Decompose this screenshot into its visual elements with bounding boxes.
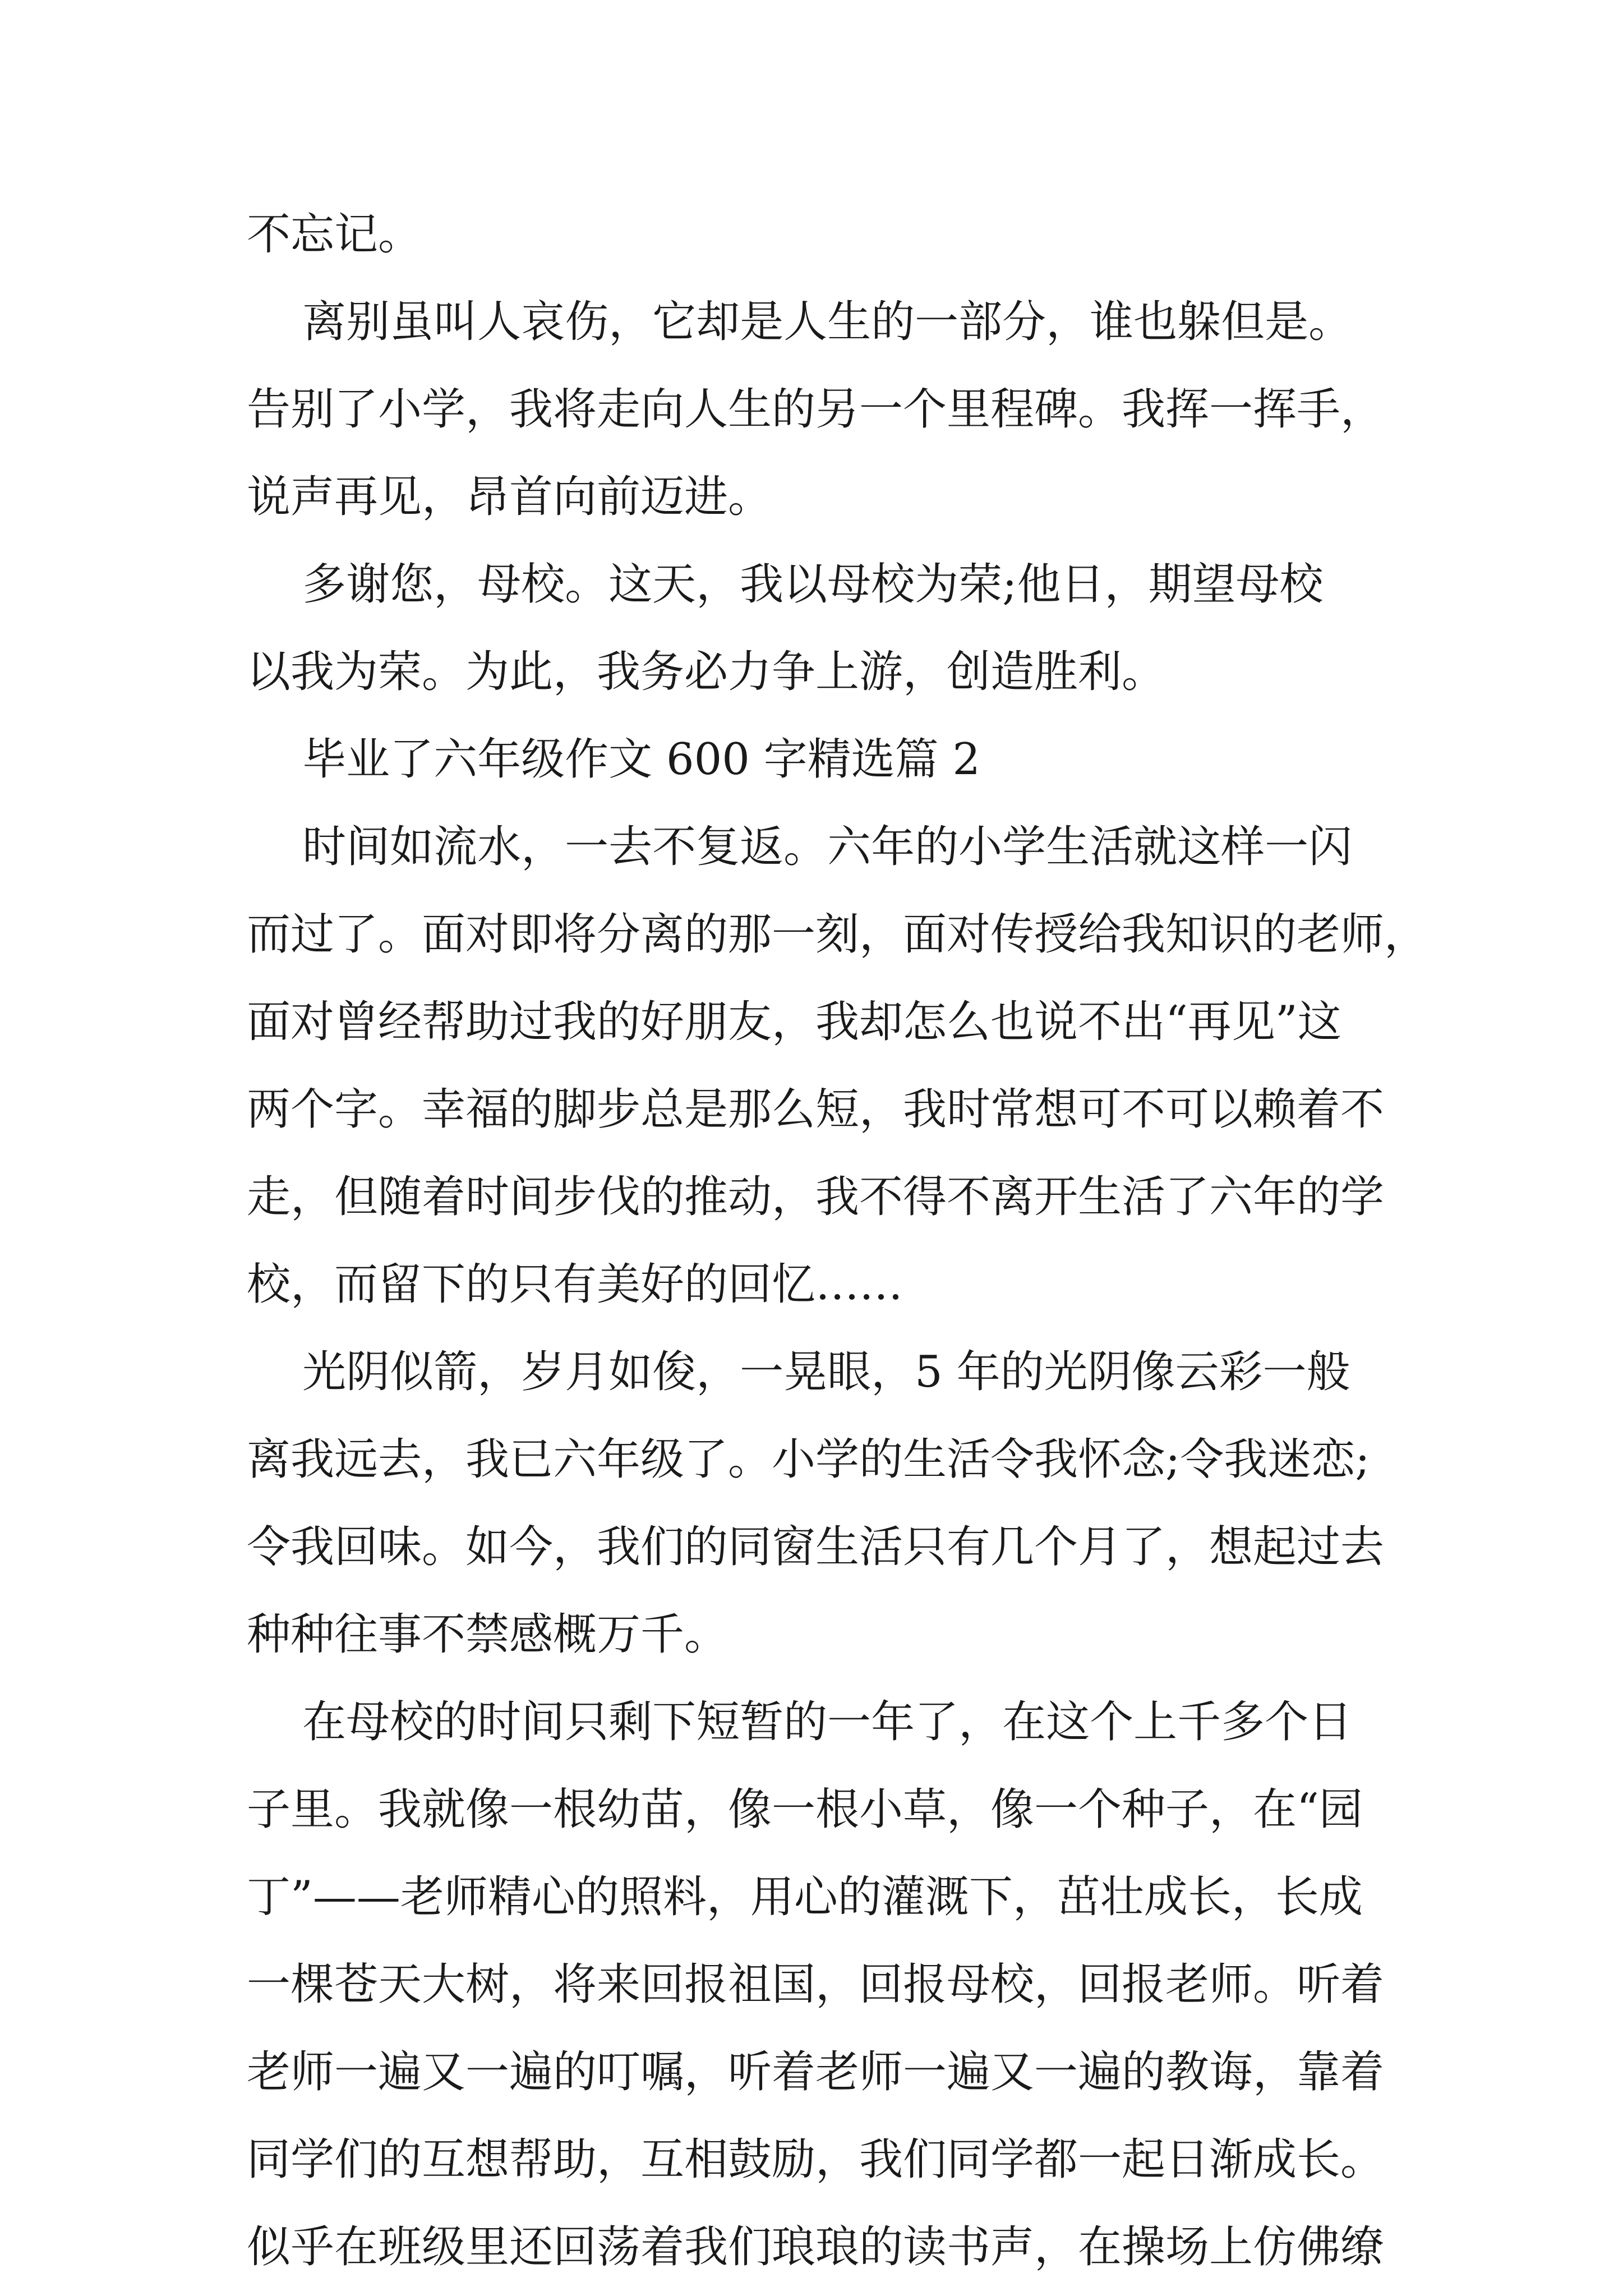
article-body: [247, 191, 1428, 2291]
text-line: 丁”——老师精心的照料，用心的灌溉下，茁壮成长，长成: [247, 1872, 1363, 1922]
text-line: 面对曾经帮助过我的好朋友，我却怎么也说不出“再见”这: [247, 997, 1341, 1047]
text-line: 子里。我就像一根幼苗，像一根小草，像一个种子，在“园: [247, 1784, 1363, 1835]
text-line: 说声再见，昂首向前迈进。: [247, 472, 772, 522]
text-line: 老师一遍又一遍的叮嘱，听着老师一遍又一遍的教诲，靠着: [247, 2047, 1385, 2097]
text-line: 多谢您，母校。这天，我以母校为荣;他日，期望母校: [247, 559, 1324, 610]
text-line: 两个字。幸福的脚步总是那么短，我时常想可不可以赖着不: [247, 1084, 1385, 1135]
section-heading: 毕业了六年级作文 600 字精选篇 2: [247, 734, 981, 785]
text-line: 离我远去，我已六年级了。小学的生活令我怀念;令我迷恋;: [247, 1434, 1370, 1485]
text-line: 告别了小学，我将走向人生的另一个里程碑。我挥一挥手，: [247, 384, 1385, 435]
text-line: 时间如流水，一去不复返。六年的小学生活就这样一闪: [247, 822, 1353, 872]
text-line: 种种往事不禁感概万千。: [247, 1609, 728, 1660]
text-line: 同学们的互想帮助，互相鼓励，我们同学都一起日渐成长。: [247, 2134, 1385, 2185]
text-line: 而过了。面对即将分离的那一刻，面对传授给我知识的老师，: [247, 909, 1428, 960]
text-line: 以我为荣。为此，我务必力争上游，创造胜利。: [247, 647, 1166, 697]
text-line: 不忘记。: [247, 209, 422, 260]
text-line: 光阴似箭，岁月如俊，一晃眼，5 年的光阴像云彩一般: [247, 1347, 1350, 1397]
text-line: 似乎在班级里还回荡着我们琅琅的读书声，在操场上仿佛缭: [247, 2222, 1385, 2272]
text-line: 在母校的时间只剩下短暂的一年了，在这个上千多个日: [247, 1697, 1353, 1747]
text-line: 校，而留下的只有美好的回忆……: [247, 1259, 903, 1310]
text-line: 离别虽叫人哀伤，它却是人生的一部分，谁也躲但是。: [247, 297, 1353, 347]
text-line: 一棵苍天大树，将来回报祖国，回报母校，回报老师。听着: [247, 1959, 1385, 2010]
text-line: 走，但随着时间步伐的推动，我不得不离开生活了六年的学: [247, 1172, 1385, 1222]
text-line: 令我回味。如今，我们的同窗生活只有几个月了，想起过去: [247, 1522, 1385, 1572]
